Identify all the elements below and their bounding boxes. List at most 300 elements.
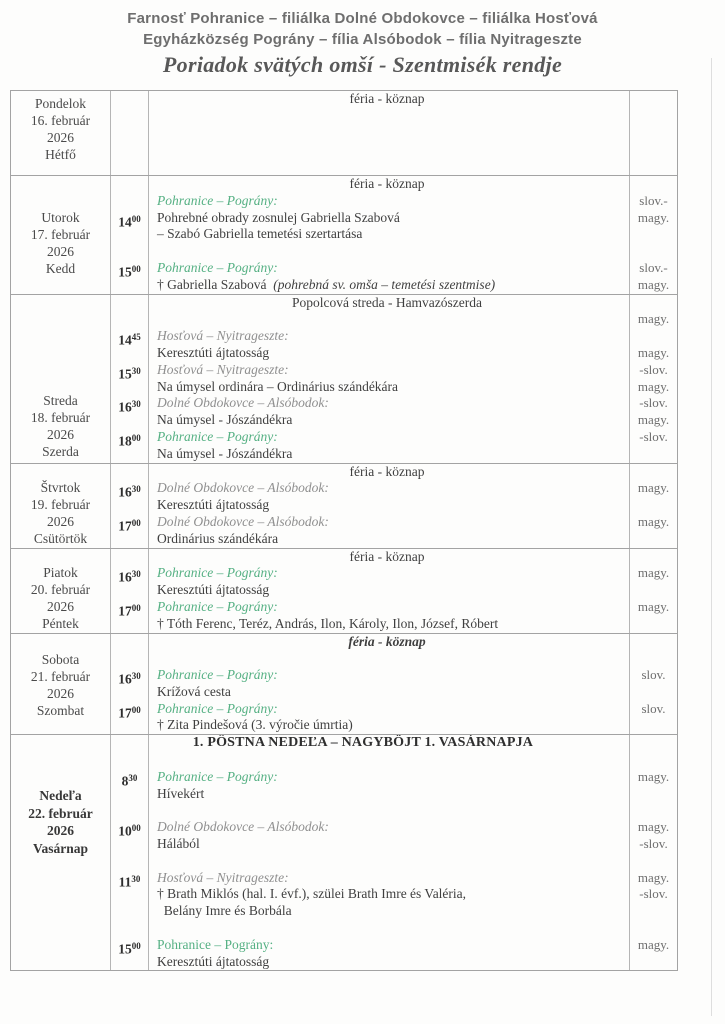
page-header	[0, 8, 725, 80]
content-line	[111, 768, 677, 789]
day-lines	[111, 295, 677, 463]
content-line	[111, 886, 677, 903]
day-year: 2026	[47, 513, 74, 529]
day-year: 2026	[47, 598, 74, 614]
time-cell: $8^{30}$	[121, 772, 138, 789]
content-cell	[148, 446, 630, 463]
entry-text: † Brath Miklós (hal. I. évf.), szülei Brath Imre és Valéria,	[157, 886, 467, 902]
time-cell	[111, 91, 148, 108]
content-line	[111, 295, 677, 312]
day-lines	[111, 176, 677, 294]
day-date: 18. február	[30, 409, 91, 425]
content-cell	[148, 108, 630, 125]
content-line	[111, 650, 677, 667]
time-cell: $15^{00}$	[118, 263, 141, 280]
content-cell	[148, 226, 630, 243]
day-row	[11, 634, 677, 736]
day-row	[11, 295, 677, 464]
place-label: Hosťová – Nyitrageszte:	[157, 328, 289, 344]
time-cell: $15^{30}$	[118, 365, 141, 382]
entry-text: Na úmysel - Jószándékra	[157, 412, 293, 428]
entry-text: Belány Imre és Borbála	[157, 903, 292, 919]
lang-label	[630, 176, 677, 193]
time-cell	[111, 684, 148, 701]
day-name: Utorok	[41, 209, 80, 225]
content-line	[111, 125, 677, 142]
content-cell	[148, 819, 630, 836]
content-line	[111, 903, 677, 920]
content-cell	[148, 549, 630, 566]
content-cell	[148, 295, 630, 312]
content-line	[111, 108, 677, 125]
content-cell	[148, 141, 630, 158]
content-line	[111, 802, 677, 819]
time-cell: $16^{30}$	[118, 399, 141, 415]
day-date: 21. február	[30, 668, 91, 684]
lang-label: magy.	[637, 819, 670, 835]
lang-label	[630, 295, 677, 312]
lang-label	[630, 717, 677, 734]
time-cell	[111, 717, 148, 734]
page-title: Poriadok svätých omší - Szentmisék rendje	[162, 52, 563, 77]
content-cell	[148, 514, 630, 531]
content-cell	[148, 650, 630, 667]
content-line	[111, 549, 677, 566]
content-line	[111, 91, 677, 108]
content-line	[111, 836, 677, 853]
time-cell: $10^{00}$	[118, 823, 141, 839]
entry-text: Pohrebné obrady zosnulej Gabriella Szabová	[157, 209, 400, 225]
content-cell	[148, 328, 630, 345]
entry-text: Na úmysel ordinára – Ordinárius szándékára	[157, 378, 399, 394]
time-cell	[111, 125, 148, 142]
content-line	[111, 243, 677, 260]
content-line	[111, 786, 677, 803]
parish-header-line-1: Farnosť Pohranice – filiálka Dolné Obdokovce – filiálka Hosťová	[127, 10, 598, 27]
time-superscript: 00	[131, 432, 141, 443]
place-label: Pohranice – Pográny:	[157, 936, 274, 952]
time-cell: $17^{00}$	[118, 517, 141, 534]
time-cell: $17^{00}$	[118, 602, 141, 619]
lang-label	[630, 616, 677, 633]
content-line	[111, 395, 677, 415]
content-line	[111, 735, 677, 752]
content-line	[111, 616, 677, 633]
lang-label	[630, 108, 677, 125]
lang-label: -slov.	[639, 395, 668, 411]
content-line	[111, 345, 677, 362]
content-cell	[148, 497, 630, 514]
place-label: Pohranice – Pográny:	[157, 700, 278, 716]
entry-text: † Tóth Ferenc, Teréz, András, Ilon, Károly, Ilon, József, Róbert	[157, 615, 499, 631]
entry-text: – Szabó Gabriella temetési szertartása	[157, 226, 363, 242]
entry-text: Hálából	[157, 836, 200, 852]
day-lines	[111, 634, 677, 735]
day-year: 2026	[47, 130, 74, 145]
content-line	[111, 717, 677, 734]
time-cell	[111, 295, 148, 312]
time-superscript: 30	[128, 772, 138, 783]
place-label: Pohranice – Pográny:	[157, 259, 278, 275]
day-row	[11, 549, 677, 634]
content-line	[111, 226, 677, 243]
day-cell	[11, 634, 111, 735]
content-cell	[148, 599, 630, 616]
day-date: 19. február	[30, 496, 91, 512]
lang-label: magy.	[637, 768, 670, 784]
entry-text: † Gabriella Szabová	[157, 276, 267, 292]
lang-label	[630, 903, 677, 920]
content-line	[111, 328, 677, 348]
time-cell: $16^{30}$	[118, 569, 141, 585]
entry-text: Ordinárius szándékára	[157, 530, 279, 546]
time-cell	[111, 141, 148, 158]
time-superscript: 30	[131, 671, 141, 682]
day-date: 17. február	[30, 226, 91, 242]
content-line	[111, 920, 677, 937]
content-cell	[148, 717, 630, 734]
lang-label: -slov.	[639, 836, 668, 852]
time-cell	[111, 243, 148, 260]
content-line	[111, 428, 677, 449]
time-cell	[111, 412, 148, 429]
time-cell	[111, 446, 148, 463]
day-lines	[111, 464, 677, 548]
lang-label	[630, 446, 677, 463]
content-line	[111, 361, 677, 382]
content-line	[111, 853, 677, 870]
day-name: Nedeľa	[39, 788, 82, 804]
content-cell	[148, 277, 630, 294]
lang-label	[630, 752, 677, 769]
lang-label: magy.	[637, 936, 670, 952]
time-cell: $17^{00}$	[118, 704, 141, 721]
day-row	[11, 91, 677, 176]
lang-label: magy.	[637, 513, 670, 529]
content-cell	[148, 634, 630, 651]
lang-label: magy.	[637, 565, 670, 581]
lang-label	[630, 802, 677, 819]
lang-label: -slov.	[639, 361, 668, 377]
time-cell	[111, 345, 148, 362]
time-cell	[111, 193, 148, 210]
content-cell	[148, 464, 630, 481]
feria-header: féria - köznap	[348, 633, 426, 649]
content-cell	[148, 176, 630, 193]
content-cell	[148, 735, 630, 752]
time-superscript: 30	[131, 873, 141, 884]
content-cell	[148, 158, 630, 175]
time-cell	[111, 616, 148, 633]
parish-header-line-2: Egyházközség Pográny – fília Alsóbodok – fília Nyitrageszte	[143, 31, 582, 48]
day-cell	[11, 464, 111, 548]
day-date: 22. február	[28, 805, 93, 821]
day-name: Štvrtok	[40, 479, 81, 495]
time-cell	[111, 176, 148, 193]
day-cell	[11, 549, 111, 633]
lang-label	[630, 91, 677, 108]
content-line	[111, 259, 677, 280]
lang-label	[630, 158, 677, 175]
time-cell	[111, 786, 148, 803]
day-name2: Hétfő	[45, 147, 76, 162]
lang-label: slov.-	[639, 192, 668, 208]
day-year: 2026	[47, 426, 74, 442]
time-superscript: 00	[131, 263, 141, 274]
time-cell	[111, 582, 148, 599]
content-cell	[148, 260, 630, 277]
day-name: Sobota	[41, 651, 80, 667]
time-cell	[111, 735, 148, 752]
day-cell	[11, 295, 111, 463]
feria-header: féria - köznap	[349, 91, 425, 106]
content-cell	[148, 362, 630, 379]
lang-label	[630, 735, 677, 752]
content-cell	[148, 125, 630, 142]
lang-label: magy.	[637, 209, 670, 225]
time-cell: $16^{30}$	[118, 484, 141, 500]
entry-text-italic: (pohrebná sv. omša – temetési szentmise)	[266, 276, 496, 292]
content-cell	[148, 802, 630, 819]
entry-text: Keresztúti ájtatosság	[157, 344, 270, 360]
entry-text: Krížová cesta	[157, 683, 231, 699]
lang-label	[630, 684, 677, 701]
place-label: Dolné Obdokovce – Alsóbodok:	[157, 513, 329, 529]
content-cell	[148, 853, 630, 870]
content-cell	[148, 412, 630, 429]
time-cell: $11^{30}$	[118, 873, 141, 890]
time-cell	[111, 311, 148, 328]
content-line	[111, 480, 677, 500]
day-name: Piatok	[43, 564, 78, 580]
time-superscript: 45	[131, 332, 141, 343]
content-line	[111, 141, 677, 158]
content-line	[111, 497, 677, 514]
place-label: Pohranice – Pográny:	[157, 192, 278, 208]
content-line	[111, 565, 677, 585]
place-label: Dolné Obdokovce – Alsóbodok:	[157, 819, 329, 835]
content-line	[111, 158, 677, 175]
content-cell	[148, 395, 630, 412]
content-line	[111, 954, 677, 971]
entry-text: Keresztúti ájtatosság	[157, 582, 270, 598]
entry-text: Keresztúti ájtatosság	[157, 953, 270, 969]
content-cell	[148, 903, 630, 920]
lang-label: magy.	[637, 311, 670, 327]
day-name: Streda	[43, 392, 78, 408]
day-cell	[11, 735, 111, 970]
lang-label	[630, 920, 677, 937]
time-cell	[111, 464, 148, 481]
day-lines	[111, 91, 677, 175]
time-cell	[111, 650, 148, 667]
time-superscript: 30	[131, 569, 141, 580]
place-label: Pohranice – Pográny:	[157, 768, 278, 784]
day-lines	[111, 549, 677, 633]
place-label: Dolné Obdokovce – Alsóbodok:	[157, 480, 329, 496]
lang-label: -slov.	[639, 886, 668, 902]
time-cell: $15^{00}$	[118, 940, 141, 957]
lang-label	[630, 634, 677, 651]
content-cell	[148, 429, 630, 446]
entry-text: † Zita Pindešová (3. výročie úmrtia)	[157, 717, 353, 733]
time-cell	[111, 802, 148, 819]
content-cell	[148, 91, 630, 108]
day-name2: Szerda	[42, 443, 79, 459]
feria-header: féria - köznap	[349, 548, 425, 564]
day-year: 2026	[47, 823, 74, 839]
lang-label: magy.	[637, 378, 670, 394]
content-cell	[148, 243, 630, 260]
time-cell	[111, 549, 148, 566]
time-cell	[111, 497, 148, 514]
content-line	[111, 598, 677, 619]
content-cell	[148, 870, 630, 887]
content-cell	[148, 616, 630, 633]
day-year: 2026	[47, 243, 74, 259]
content-cell	[148, 667, 630, 684]
content-cell	[148, 193, 630, 210]
time-superscript: 30	[131, 365, 141, 376]
content-cell	[148, 480, 630, 497]
day-name2: Kedd	[45, 260, 76, 276]
lang-label	[630, 954, 677, 971]
entry-text: Hívekért	[157, 785, 205, 801]
entry-text: Na úmysel - Jószándékra	[157, 445, 293, 461]
day-date: 16. február	[30, 113, 91, 128]
content-line	[111, 193, 677, 210]
time-cell	[111, 226, 148, 243]
lang-label: magy.	[637, 869, 670, 885]
content-line	[111, 752, 677, 769]
page-edge-scan-line	[711, 58, 712, 1016]
content-line	[111, 869, 677, 890]
content-line	[111, 209, 677, 230]
content-line	[111, 513, 677, 534]
lang-label: slov.-	[639, 259, 668, 275]
day-cell	[11, 176, 111, 294]
day-row	[11, 735, 677, 970]
lang-label: magy.	[637, 480, 670, 496]
content-line	[111, 446, 677, 463]
lang-label: slov.	[641, 700, 666, 716]
feria-header: féria - köznap	[349, 175, 425, 191]
time-cell: $16^{30}$	[118, 671, 141, 687]
day-name: Pondelok	[34, 96, 86, 111]
content-line	[111, 684, 677, 701]
time-cell	[111, 886, 148, 903]
day-lines	[111, 735, 677, 970]
day-row	[11, 176, 677, 295]
content-line	[111, 412, 677, 429]
time-cell	[111, 903, 148, 920]
content-line	[111, 176, 677, 193]
lang-label	[630, 549, 677, 566]
lang-label	[630, 226, 677, 243]
time-cell	[111, 531, 148, 548]
time-cell	[111, 379, 148, 396]
lang-label: magy.	[637, 276, 670, 292]
sunday-feast-header: 1. PÔSTNA NEDEĽA – NAGYBÖJT 1. VASÁRNAPJA	[157, 735, 569, 752]
content-cell	[148, 582, 630, 599]
content-line	[111, 819, 677, 839]
lang-label: -slov.	[639, 428, 668, 444]
content-cell	[148, 752, 630, 769]
schedule-table	[10, 90, 678, 971]
time-cell: $14^{45}$	[118, 332, 141, 348]
content-line	[111, 531, 677, 548]
content-cell	[148, 531, 630, 548]
content-line	[111, 667, 677, 687]
content-line	[111, 700, 677, 721]
lang-label	[630, 125, 677, 142]
time-cell	[111, 752, 148, 769]
content-cell	[148, 836, 630, 853]
content-cell	[148, 701, 630, 718]
place-label: Pohranice – Pográny:	[157, 565, 278, 581]
lang-label	[630, 853, 677, 870]
content-cell	[148, 920, 630, 937]
lang-label: slov.	[641, 667, 666, 683]
content-line	[111, 582, 677, 599]
time-cell	[111, 954, 148, 971]
time-cell	[111, 920, 148, 937]
day-row	[11, 464, 677, 549]
time-superscript: 30	[131, 484, 141, 495]
lang-label	[630, 786, 677, 803]
time-cell	[111, 108, 148, 125]
time-cell: $14^{00}$	[118, 213, 141, 230]
place-label: Pohranice – Pográny:	[157, 667, 278, 683]
lang-label	[630, 650, 677, 667]
lang-label	[630, 141, 677, 158]
time-superscript: 00	[131, 940, 141, 951]
content-cell	[148, 345, 630, 362]
feria-header: Popolcová streda - Hamvazószerda	[291, 294, 483, 310]
lang-label	[630, 531, 677, 548]
time-superscript: 00	[131, 823, 141, 834]
time-superscript: 00	[131, 213, 141, 224]
day-name2: Szombat	[36, 702, 85, 718]
content-line	[111, 311, 677, 328]
time-cell	[111, 277, 148, 294]
lang-label	[630, 243, 677, 260]
day-name2: Vasárnap	[32, 840, 89, 856]
content-line	[111, 464, 677, 481]
content-line	[111, 634, 677, 651]
content-line	[111, 277, 677, 294]
place-label: Hosťová – Nyitrageszte:	[157, 869, 289, 885]
lang-label: magy.	[637, 412, 670, 428]
time-cell	[111, 836, 148, 853]
time-cell	[111, 853, 148, 870]
content-cell	[148, 311, 630, 328]
content-cell	[148, 769, 630, 786]
content-cell	[148, 886, 630, 903]
lang-label	[630, 328, 677, 345]
day-name2: Csütörtök	[33, 530, 88, 546]
content-cell	[148, 565, 630, 582]
day-year: 2026	[47, 685, 74, 701]
place-label: Pohranice – Pográny:	[157, 428, 278, 444]
day-date: 20. február	[30, 581, 91, 597]
entry-text: Keresztúti ájtatosság	[157, 497, 270, 513]
time-cell	[111, 158, 148, 175]
content-line	[111, 936, 677, 957]
place-label: Hosťová – Nyitrageszte:	[157, 361, 289, 377]
content-cell	[148, 954, 630, 971]
lang-label: magy.	[637, 344, 670, 360]
